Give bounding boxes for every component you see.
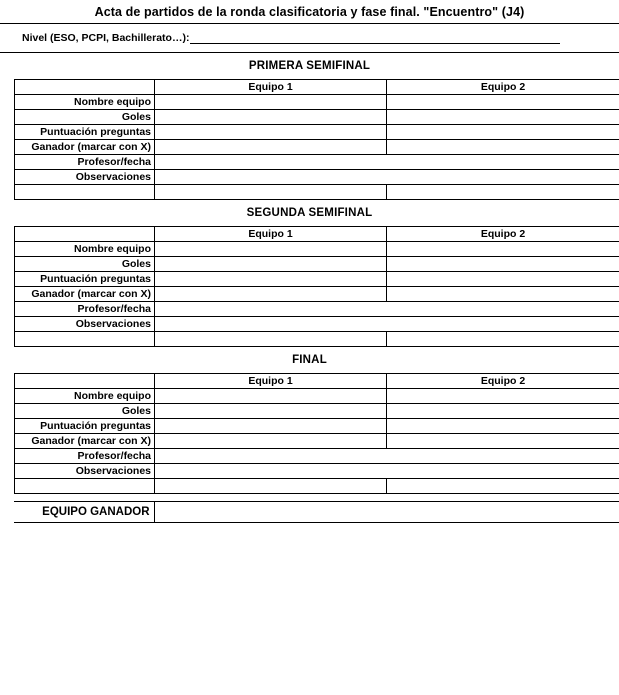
tail-blank xyxy=(15,332,155,347)
table-row xyxy=(15,257,619,272)
winner-value-cell[interactable] xyxy=(154,502,619,523)
cell-puntuacion-team1[interactable] xyxy=(155,125,387,140)
nivel-input[interactable] xyxy=(190,32,560,44)
cell-profesor-fecha[interactable] xyxy=(155,155,619,170)
section-title: SEGUNDA SEMIFINAL xyxy=(246,207,373,219)
cell-observaciones[interactable] xyxy=(155,170,619,185)
cell-goles-team2[interactable] xyxy=(387,404,619,419)
winner-label: EQUIPO GANADOR xyxy=(14,502,154,523)
row-label-puntuacion: Puntuación preguntas xyxy=(15,272,155,287)
tail-blank xyxy=(15,479,155,494)
row-label-ganador: Ganador (marcar con X) xyxy=(15,140,155,155)
document-title-bar xyxy=(0,0,619,24)
table-header-row xyxy=(15,227,619,242)
table-row xyxy=(15,464,619,479)
table-row xyxy=(15,449,619,464)
row-label-puntuacion: Puntuación preguntas xyxy=(15,125,155,140)
table-header-row xyxy=(15,80,619,95)
table-tail-row xyxy=(15,185,619,200)
section-heading-segunda-semifinal xyxy=(0,200,619,226)
cell-ganador-team1[interactable] xyxy=(155,140,387,155)
header-team1: Equipo 1 xyxy=(155,374,387,389)
cell-ganador-team1[interactable] xyxy=(155,287,387,302)
cell-puntuacion-team1[interactable] xyxy=(155,419,387,434)
row-label-ganador: Ganador (marcar con X) xyxy=(15,287,155,302)
match-table-primera-semifinal xyxy=(14,79,619,200)
winner-table xyxy=(14,501,619,523)
tail-cell-team2 xyxy=(387,332,619,347)
cell-nombre-team1[interactable] xyxy=(155,389,387,404)
cell-goles-team2[interactable] xyxy=(387,110,619,125)
cell-goles-team2[interactable] xyxy=(387,257,619,272)
row-label-nombre: Nombre equipo xyxy=(15,242,155,257)
nivel-label: Nivel (ESO, PCPI, Bachillerato…): xyxy=(22,32,190,44)
cell-nombre-team1[interactable] xyxy=(155,242,387,257)
header-team1: Equipo 1 xyxy=(155,80,387,95)
cell-ganador-team1[interactable] xyxy=(155,434,387,449)
corner-blank xyxy=(15,80,155,95)
row-label-observaciones: Observaciones xyxy=(15,464,155,479)
row-label-ganador: Ganador (marcar con X) xyxy=(15,434,155,449)
table-row xyxy=(15,155,619,170)
cell-goles-team1[interactable] xyxy=(155,257,387,272)
row-label-nombre: Nombre equipo xyxy=(15,95,155,110)
tail-cell-team1 xyxy=(155,479,387,494)
table-row xyxy=(15,389,619,404)
row-label-observaciones: Observaciones xyxy=(15,317,155,332)
corner-blank xyxy=(15,374,155,389)
cell-profesor-fecha[interactable] xyxy=(155,449,619,464)
tail-cell-team1 xyxy=(155,185,387,200)
cell-ganador-team2[interactable] xyxy=(387,140,619,155)
cell-profesor-fecha[interactable] xyxy=(155,302,619,317)
header-team2: Equipo 2 xyxy=(387,227,619,242)
cell-observaciones[interactable] xyxy=(155,317,619,332)
table-row xyxy=(15,404,619,419)
cell-nombre-team2[interactable] xyxy=(387,242,619,257)
cell-ganador-team2[interactable] xyxy=(387,434,619,449)
header-team1: Equipo 1 xyxy=(155,227,387,242)
cell-puntuacion-team2[interactable] xyxy=(387,419,619,434)
page-title: Acta de partidos de la ronda clasificatoria y fase final. "Encuentro" (J4) xyxy=(94,4,525,19)
table-row xyxy=(15,170,619,185)
tail-cell-team2 xyxy=(387,479,619,494)
cell-observaciones[interactable] xyxy=(155,464,619,479)
table-row xyxy=(15,140,619,155)
tail-cell-team1 xyxy=(155,332,387,347)
cell-goles-team1[interactable] xyxy=(155,404,387,419)
header-team2: Equipo 2 xyxy=(387,80,619,95)
table-tail-row xyxy=(15,332,619,347)
table-row xyxy=(15,434,619,449)
row-label-nombre: Nombre equipo xyxy=(15,389,155,404)
match-table-final xyxy=(14,373,619,494)
row-label-profesor: Profesor/fecha xyxy=(15,302,155,317)
row-label-puntuacion: Puntuación preguntas xyxy=(15,419,155,434)
table-row xyxy=(15,287,619,302)
row-label-profesor: Profesor/fecha xyxy=(15,449,155,464)
row-label-observaciones: Observaciones xyxy=(15,170,155,185)
match-table-segunda-semifinal xyxy=(14,226,619,347)
row-label-goles: Goles xyxy=(15,257,155,272)
section-heading-primera-semifinal xyxy=(0,53,619,79)
row-label-goles: Goles xyxy=(15,404,155,419)
table-tail-row xyxy=(15,479,619,494)
cell-puntuacion-team2[interactable] xyxy=(387,272,619,287)
table-row xyxy=(15,95,619,110)
cell-nombre-team2[interactable] xyxy=(387,95,619,110)
row-label-profesor: Profesor/fecha xyxy=(15,155,155,170)
tail-cell-team2 xyxy=(387,185,619,200)
table-row xyxy=(15,317,619,332)
cell-ganador-team2[interactable] xyxy=(387,287,619,302)
table-row xyxy=(15,125,619,140)
section-title: PRIMERA SEMIFINAL xyxy=(248,60,371,72)
cell-nombre-team1[interactable] xyxy=(155,95,387,110)
row-label-goles: Goles xyxy=(15,110,155,125)
table-row xyxy=(15,302,619,317)
section-heading-final xyxy=(0,347,619,373)
corner-blank xyxy=(15,227,155,242)
table-row xyxy=(15,110,619,125)
tail-blank xyxy=(15,185,155,200)
table-row xyxy=(15,242,619,257)
table-row xyxy=(14,502,619,523)
nivel-row xyxy=(0,24,619,53)
table-row xyxy=(15,419,619,434)
cell-nombre-team2[interactable] xyxy=(387,389,619,404)
table-header-row xyxy=(15,374,619,389)
header-team2: Equipo 2 xyxy=(387,374,619,389)
table-row xyxy=(15,272,619,287)
cell-goles-team1[interactable] xyxy=(155,110,387,125)
section-title: FINAL xyxy=(292,354,327,366)
cell-puntuacion-team1[interactable] xyxy=(155,272,387,287)
cell-puntuacion-team2[interactable] xyxy=(387,125,619,140)
